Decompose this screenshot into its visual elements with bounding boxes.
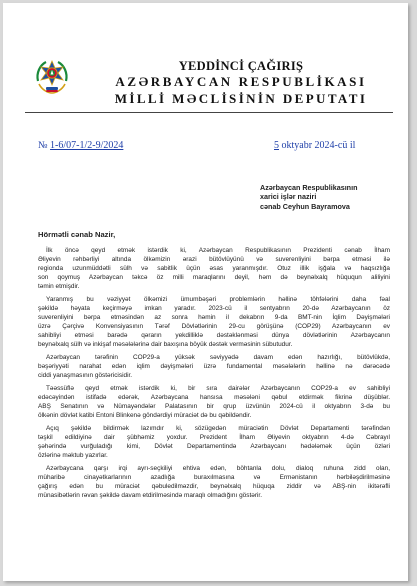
letter-date [274,140,355,151]
salutation: Hörmətli cənab Nazir, [38,230,116,239]
body-line: üzrə Çərçivə Konvensiyasının Tərəf Dövlətlərinin 29-cu görüşünə (COP29) Azərbaycanın ev [38,322,390,330]
body-line: şəkildə həyata keçirməyə imkan yaradır. 2023-cü il sentyabrın 20-də Azərbaycanın öz [38,305,390,313]
recipient-line: Azərbaycan Respublikasının [260,183,358,192]
azerbaijan-state-emblem-icon [32,57,72,97]
body-line: şəhərində vurğuladığı kimi, Dövlət Departamentində Azərbaycanı hədələmək üçün özləri [38,443,390,451]
body-line: Yaranmış bu vəziyyət ölkəmizi ümumbəşəri problemlərin həllinə töhfələrini daha fəal [46,296,390,304]
body-line: ölkənin dövlət katibi Entoni Blinkenə göndərdiyi müraciət də bu qəbildəndir. [38,412,252,420]
body-line: Azərbaycana qarşı irqi ayrı-seçkiliyi ehtiva edən, böhtanla dolu, dialoq ruhuna zidd olan, [46,465,390,473]
body-line: təmin etmişdir. [38,282,80,290]
body-line: Azərbaycan tərəfinin COP29-a yüksək səviyyədə davam edən hazırlığı, bütövlükdə, [46,354,390,362]
recipient-line: cənab Ceyhun Bayramova [260,201,350,211]
body-line: sahibliyi etməsi barədə qərarın yekdilliklə dəstəklənməsi dünya dövlətlərinin Azərbaycanın [38,331,390,339]
body-line: özlərinə məktub yazırlar. [38,452,108,460]
body-line: Açıq şəkildə bildirmək lazımdır ki, sözügedən müraciətin Dövlət Departamenti tərəfindən [46,425,390,433]
body-line: ABŞ Senatının və Nümayəndələr Palatasının bir qrup üzvünün 2024-cü il oktyabrın 3-də bu [38,403,390,411]
body-line: beynəlxalq sülh və inkişaf məsələlərinə dair baxışına böyük dəstək verməsinin sübutudur. [38,340,293,348]
reference-number [38,140,123,151]
body-line: edəcəyindən istifadə edərək, Azərbaycana hansısa məsələni qəbul etdirmək fikrinə düşüblər. [38,394,390,402]
body-paragraph [38,425,390,461]
body-paragraph [38,296,390,350]
body-line: çağırış edən bu müraciət qəbuledilməzdir, beynəlxalq hüquqa ziddir və ABŞ-nin ikitərəfli [38,483,390,491]
body-line: münasibətlərin rəvan şəkildə davam etdirilməsində maraqlı olmadığını göstərir. [38,492,262,500]
body-line: bəşəriyyəti narahat edən iqlim dəyişmələri üzrə fundamental məsələlərin həllinə nə dərəcədə [38,363,390,371]
body-line: regionda uzunmüddətli sülh və sabitlik üçün əsas yaranmışdır. Otuz illik işğala və haqsızlığa [38,264,390,272]
body-paragraph [38,385,390,421]
body-line: Təəssüflə qeyd etmək istərdik ki, bir sıra dairələr Azərbaycanın COP29-a ev sahibliyi [46,385,390,393]
recipient-block [260,183,357,211]
body-line: təşkil edildiyinə dair şübhəmiz yoxdur. Prezident İlham Əliyevin oktyabrın 4-də Cəbrayıl [38,434,390,442]
body-line: İlk öncə qeyd etmək istərdik ki, Azərbaycan Respublikasının Prezidenti cənab İlham [46,247,390,254]
body-line: ciddi yanaşmasının göstəricisidir. [38,371,133,379]
letterhead-country: AZƏRBAYCAN RESPUBLİKASI [115,74,367,89]
body-line: suverenliyini bərpa etməsindən az sonra həmin il dekabrın 9-da BMT-nin İqlim Dəyişmələri [38,313,390,321]
body-line: Əliyevin rəhbərliyi altında ölkəmizin ərazi bütövlüyünü və suverenliyini bərpa etməsi ilə [38,255,390,263]
letterhead-divider [25,112,393,113]
body-line: müharibə cinayətkarlarının azadlığa buraxılmasına və Ermənistanın hərbiləşdirilməsinə [38,474,390,482]
letter-page [3,3,408,581]
body-paragraph [38,354,390,381]
reference-number-value: 1-6/07-1/2-9/2024 [50,140,124,151]
letterhead-convocation: YEDDİNCİ ÇAĞIRIŞ [178,59,304,73]
letter-date-day: 5 [274,140,279,151]
body-paragraph [38,465,390,501]
body-paragraph [38,247,390,292]
recipient-line: xarici işlər naziri [260,192,317,202]
body-line: son qoymuş Azərbaycan təkcə öz milli maraqlarını deyil, həm də beynəlxalq hüququn aliliyini [38,273,390,281]
letterhead-office: MİLLİ MƏCLİSİNİN DEPUTATI [114,91,368,106]
letter-date-rest: oktyabr 2024-cü il [279,140,356,151]
letter-body [38,247,390,506]
reference-number-prefix: № [38,140,51,151]
